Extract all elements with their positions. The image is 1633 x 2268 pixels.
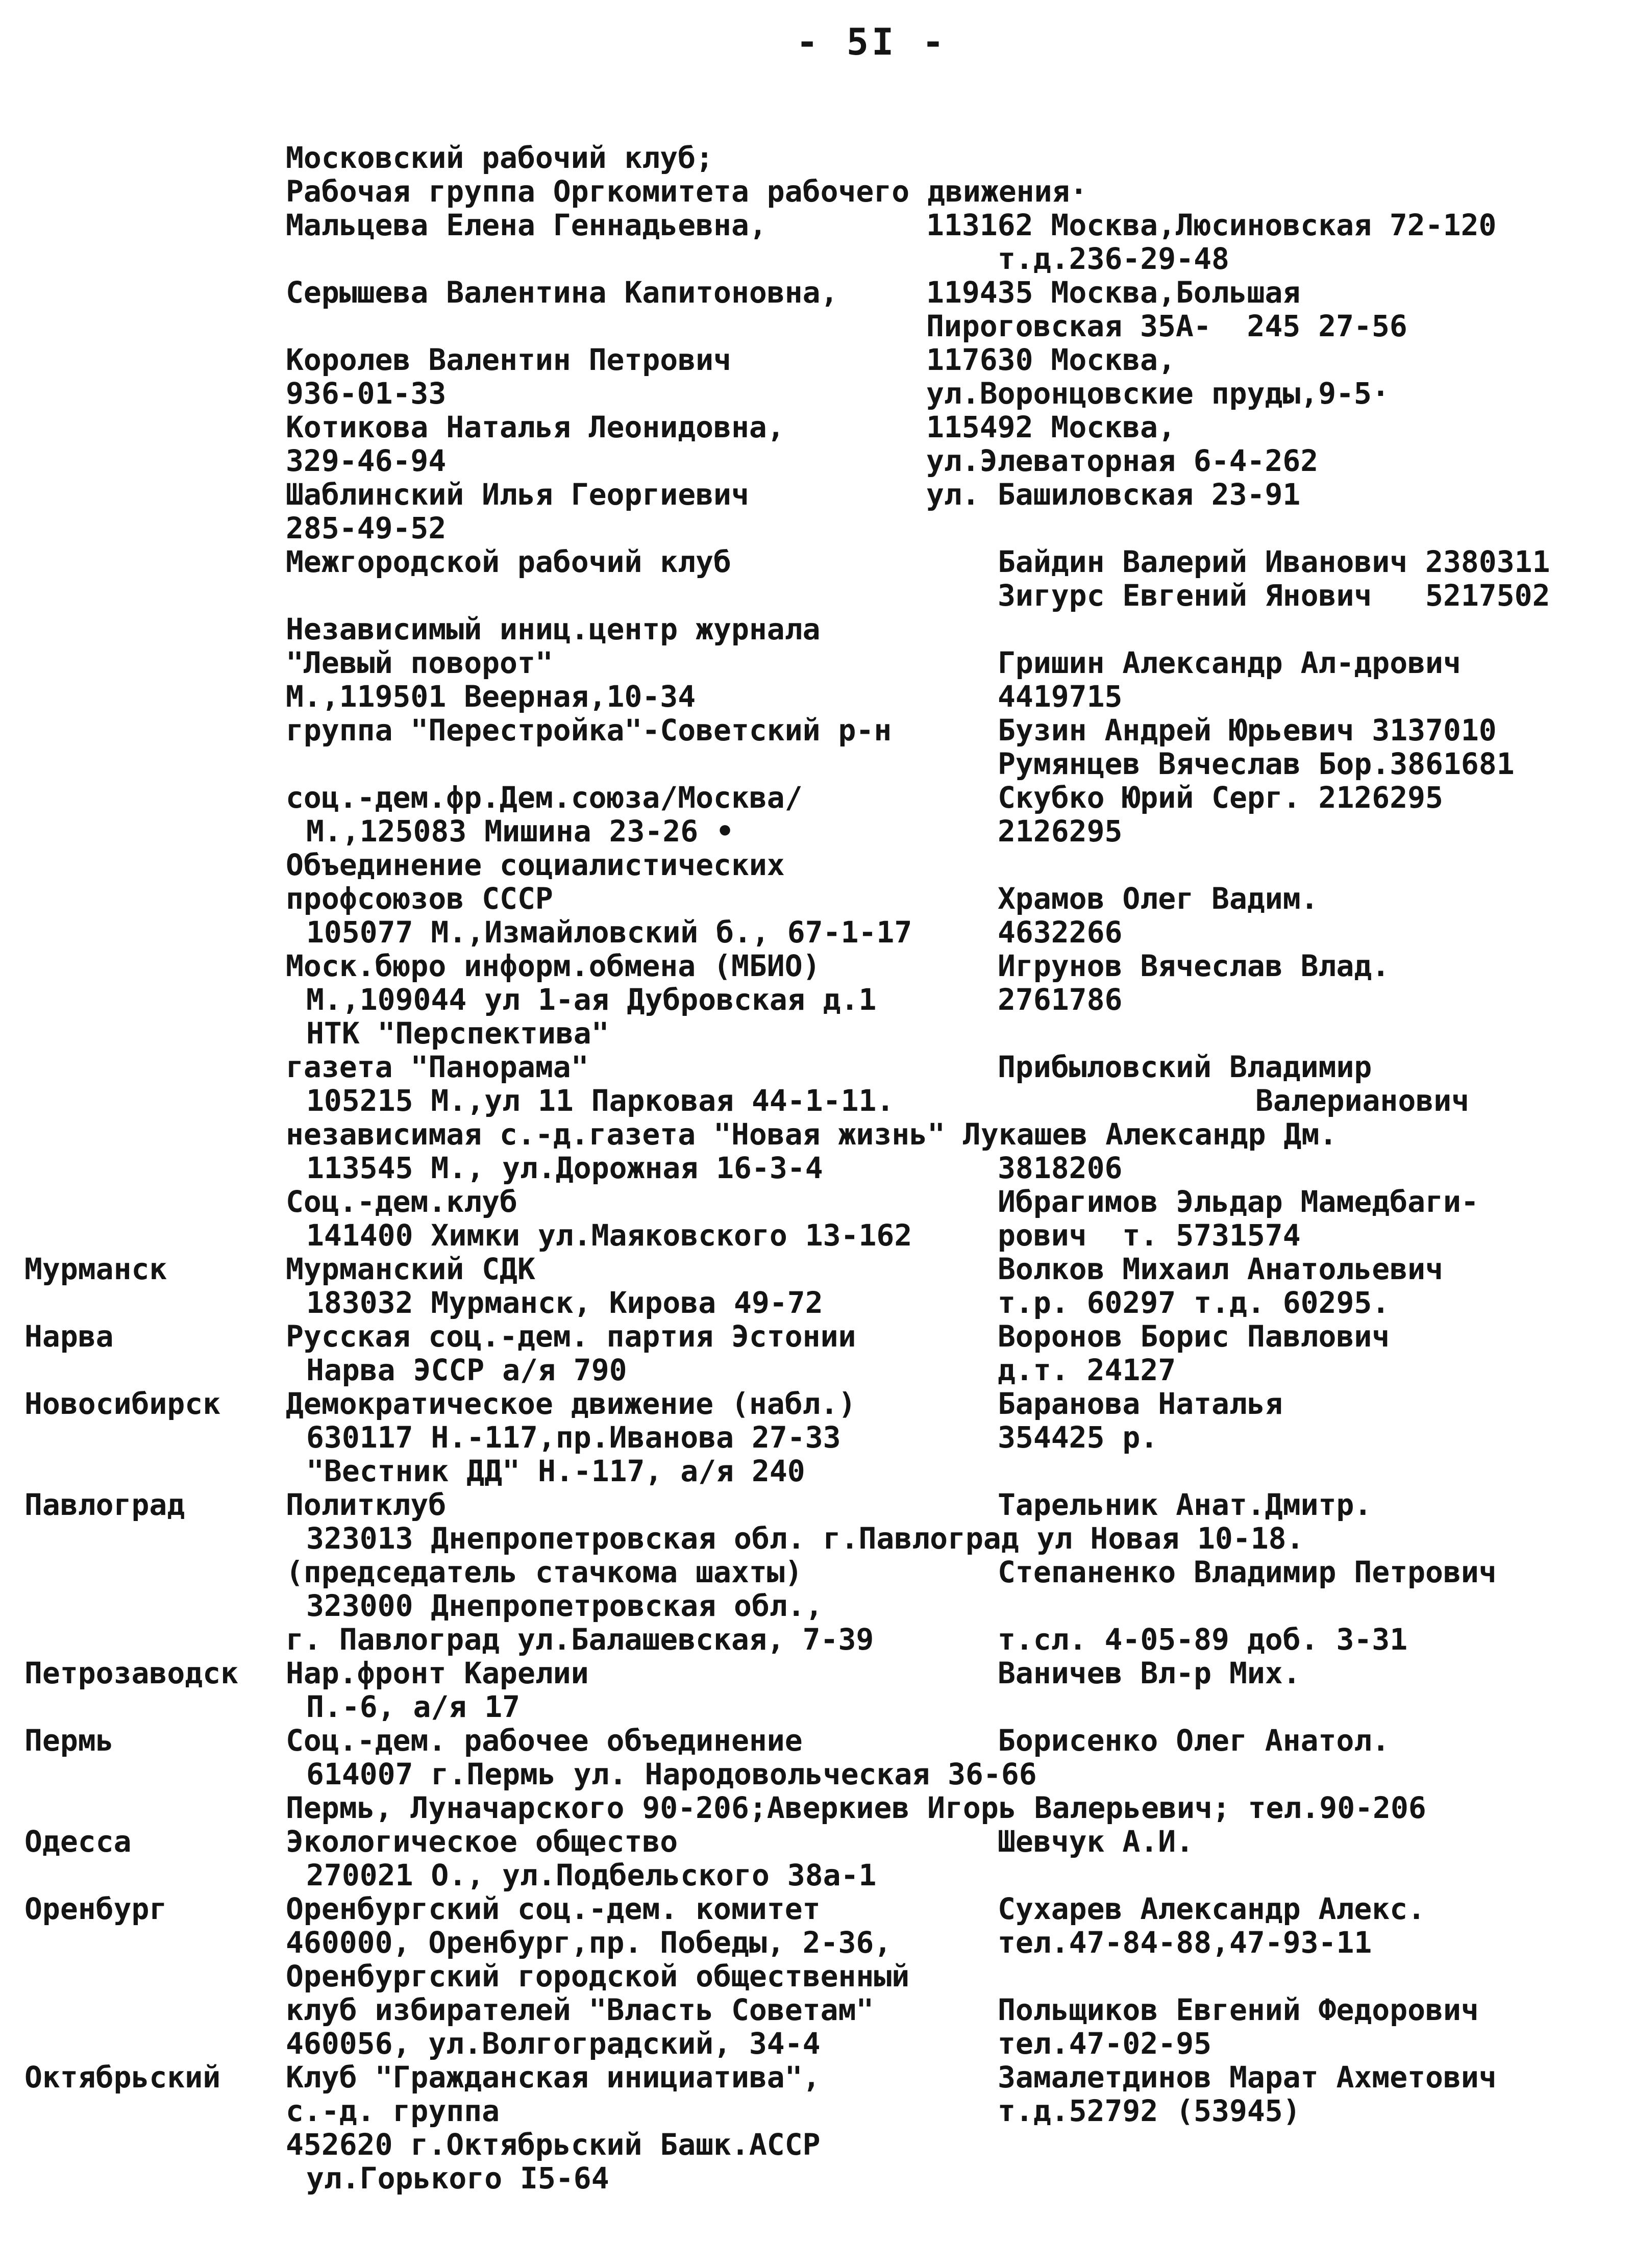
address: 323013 Днепропетровская обл. г.Павлоград ул Новая 10-18. <box>306 1521 1304 1556</box>
address: М.,109044 ул 1-ая Дубровская д.1 <box>306 982 877 1017</box>
contact-name: рович т. 5731574 <box>998 1218 1301 1253</box>
org-name: с.-д. группа <box>286 2093 500 2128</box>
city-label: Петрозаводск <box>24 1656 239 1690</box>
address: Пермь, Луначарского 90-206;Аверкиев Игорь Валерьевич; тел.90-206 <box>286 1790 1426 1825</box>
org-name: (председатель стачкома шахты) <box>286 1555 803 1589</box>
phone: 2126295 <box>998 814 1123 849</box>
contact-name: Борисенко Олег Анатол. <box>998 1723 1390 1758</box>
contact-name: Волков Михаил Анатольевич <box>998 1252 1443 1286</box>
contact-name: Валерианович <box>1255 1083 1470 1118</box>
city-label: Одесса <box>24 1824 132 1859</box>
org-name: Оренбургский городской общественный <box>286 1959 910 1993</box>
city-label: Павлоград <box>24 1487 185 1522</box>
phone: т.р. 60297 т.д. 60295. <box>998 1285 1390 1320</box>
org-name: Московский рабочий клуб; <box>286 140 714 175</box>
phone: тел.47-84-88,47-93-11 <box>998 1925 1372 1960</box>
address: 270021 О., ул.Подбельского 38а-1 <box>306 1858 877 1892</box>
contact-name: Румянцев Вячеслав Бор.3861681 <box>998 746 1515 781</box>
address: 460056, ул.Волгоградский, 34-4 <box>286 2026 821 2061</box>
phone: д.т. 24127 <box>998 1353 1176 1387</box>
contact-name: Скубко Юрий Серг. 2126295 <box>998 780 1443 815</box>
contact-name: Шаблинский Илья Георгиевич <box>286 477 749 512</box>
contact-name: Игрунов Вячеслав Влад. <box>998 949 1390 983</box>
contact-name: Польщиков Евгений Федорович <box>998 1992 1479 2027</box>
address: Нарва ЭССР а/я 790 <box>306 1353 627 1387</box>
contact-name: Котикова Наталья Леонидовна, <box>286 410 785 444</box>
org-name: соц.-дем.фр.Дем.союза/Москва/ <box>286 780 803 815</box>
org-name: "Левый поворот" <box>286 645 553 680</box>
contact-name: Воронов Борис Павлович <box>998 1319 1390 1354</box>
address: П.-6, а/я 17 <box>306 1689 521 1724</box>
city-label: Нарва <box>24 1319 114 1354</box>
address: 115492 Москва, <box>926 410 1176 444</box>
phone: 354425 р. <box>998 1420 1158 1455</box>
address: 141400 Химки ул.Маяковского 13-162 <box>306 1218 912 1253</box>
org-name: Нар.фронт Карелии <box>286 1656 589 1690</box>
phone: т.д.52792 (53945) <box>998 2093 1301 2128</box>
contact-name: Шевчук А.И. <box>998 1824 1194 1859</box>
contact-name: Королев Валентин Петрович <box>286 342 731 377</box>
org-name: Независимый иниц.центр журнала <box>286 612 821 646</box>
contact-name: Сухарев Александр Алекс. <box>998 1891 1426 1926</box>
city-label: Пермь <box>24 1723 114 1758</box>
address: ул. Башиловская 23-91 <box>926 477 1301 512</box>
phone: 4419715 <box>998 679 1123 714</box>
org-name: группа "Перестройка"-Советский р-н <box>286 713 892 747</box>
address: 113545 М., ул.Дорожная 16-3-4 <box>306 1151 823 1185</box>
contact-name: Зигурс Евгений Янович 5217502 <box>998 578 1550 613</box>
address: "Вестник ДД" Н.-117, а/я 240 <box>306 1454 805 1488</box>
org-name: Соц.-дем. рабочее объединение <box>286 1723 803 1758</box>
org-name: клуб избирателей "Власть Советам" <box>286 1992 874 2027</box>
city-label: Октябрьский <box>24 2060 221 2095</box>
address: 323000 Днепропетровская обл., <box>306 1588 823 1623</box>
city-label: Мурманск <box>24 1252 167 1286</box>
org-name: Русская соц.-дем. партия Эстонии <box>286 1319 856 1354</box>
org-name: Экологическое общество <box>286 1824 678 1859</box>
org-name: Демократическое движение (набл.) <box>286 1386 856 1421</box>
city-label: Новосибирск <box>24 1386 221 1421</box>
phone: 2761786 <box>998 982 1123 1017</box>
org-name: Объединение социалистических <box>286 848 785 882</box>
contact-name: Баранова Наталья <box>998 1386 1283 1421</box>
org-name: Соц.-дем.клуб <box>286 1184 517 1219</box>
contact-name: Серышева Валентина Капитоновна, <box>286 275 838 310</box>
address: ул.Воронцовские пруды,9-5· <box>926 376 1390 411</box>
phone: т.д.236-29-48 <box>998 241 1229 276</box>
org-name: Мурманский СДК <box>286 1252 535 1286</box>
address: г. Павлоград ул.Балашевская, 7-39 <box>286 1622 874 1657</box>
org-subtitle: Рабочая группа Оргкомитета рабочего движения· <box>286 174 1088 209</box>
contact-name: Байдин Валерий Иванович 2380311 <box>998 544 1550 579</box>
org-name: независимая с.-д.газета "Новая жизнь" Лукашев Александр Дм. <box>286 1117 1338 1152</box>
address: Пироговская 35А- 245 27-56 <box>926 309 1407 343</box>
contact-name: Бузин Андрей Юрьевич 3137010 <box>998 713 1497 747</box>
phone: 3818206 <box>998 1151 1123 1185</box>
contact-name: Прибыловский Владимир <box>998 1050 1372 1084</box>
city-label: Оренбург <box>24 1891 167 1926</box>
phone: 4632266 <box>998 915 1123 950</box>
contact-name: Тарельник Анат.Дмитр. <box>998 1487 1372 1522</box>
address: 119435 Москва,Большая <box>926 275 1301 310</box>
address: 460000, Оренбург,пр. Победы, 2-36, <box>286 1925 892 1960</box>
address: М.,119501 Веерная,10-34 <box>286 679 696 714</box>
phone: 329-46-94 <box>286 443 447 478</box>
org-name: профсоюзов СССР <box>286 881 553 916</box>
contact-name: Гришин Александр Ал-дрович <box>998 645 1461 680</box>
phone: т.сл. 4-05-89 доб. 3-31 <box>998 1622 1408 1657</box>
address: 105215 М.,ул 11 Парковая 44-1-11. <box>306 1083 895 1118</box>
org-name: газета "Панорама" <box>286 1050 589 1084</box>
address: 614007 г.Пермь ул. Народовольческая 36-66 <box>306 1757 1037 1791</box>
org-name: НТК "Перспектива" <box>306 1016 609 1051</box>
page-number: - 5I - <box>796 20 948 63</box>
org-name: Оренбургский соц.-дем. комитет <box>286 1891 821 1926</box>
address: 113162 Москва,Люсиновская 72-120 <box>926 208 1497 242</box>
phone: 285-49-52 <box>286 511 447 545</box>
contact-name: Мальцева Елена Геннадьевна, <box>286 208 767 242</box>
contact-name: Замалетдинов Марат Ахметович <box>998 2060 1497 2095</box>
contact-name: Степаненко Владимир Петрович <box>998 1555 1497 1589</box>
address: М.,125083 Мишина 23-26 • <box>306 814 734 849</box>
address: ул.Горького I5-64 <box>306 2161 609 2196</box>
contact-name: Ибрагимов Эльдар Мамедбаги- <box>998 1184 1479 1219</box>
contact-name: Ваничев Вл-р Мих. <box>998 1656 1301 1690</box>
address: 117630 Москва, <box>926 342 1176 377</box>
address: 452620 г.Октябрьский Башк.АССР <box>286 2127 821 2162</box>
address: ул.Элеваторная 6-4-262 <box>926 443 1319 478</box>
address: 105077 М.,Измайловский б., 67-1-17 <box>306 915 912 950</box>
org-name: Клуб "Гражданская инициатива", <box>286 2060 821 2095</box>
phone: 936-01-33 <box>286 376 447 411</box>
org-name: Моск.бюро информ.обмена (МБИО) <box>286 949 821 983</box>
org-name: Межгородской рабочий клуб <box>286 544 731 579</box>
contact-name: Храмов Олег Вадим. <box>998 881 1319 916</box>
address: 183032 Мурманск, Кирова 49-72 <box>306 1285 823 1320</box>
org-name: Политклуб <box>286 1487 447 1522</box>
address: 630117 Н.-117,пр.Иванова 27-33 <box>306 1420 841 1455</box>
phone: тел.47-02-95 <box>998 2026 1212 2061</box>
